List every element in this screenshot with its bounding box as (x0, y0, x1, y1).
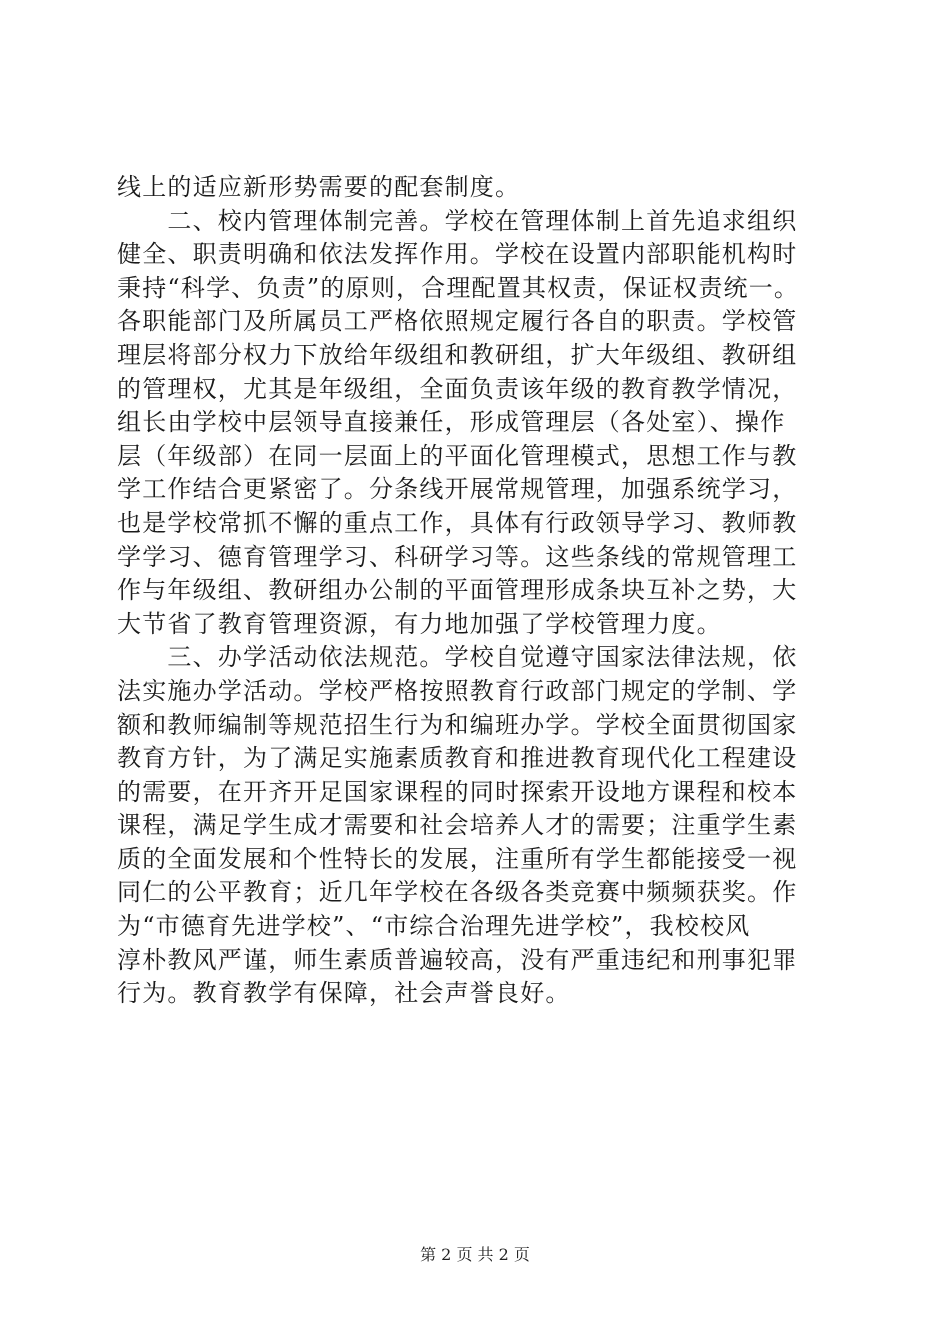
page-footer: 第 2 页 共 2 页 (420, 1245, 530, 1264)
text-line: 各职能部门及所属员工严格依照规定履行各自的职责。学校管 (117, 307, 798, 336)
body-text (117, 171, 837, 1011)
text-line: 组长由学校中层领导直接兼任，形成管理层（各处室）、操作 (117, 408, 786, 437)
text-line: 质的全面发展和个性特长的发展，注重所有学生都能接受一视 (117, 844, 798, 873)
text-line: 行为。教育教学有保障，社会声誉良好。 (117, 979, 571, 1008)
text-line: 也是学校常抓不懈的重点工作，具体有行政领导学习、教师教 (117, 508, 798, 537)
text-line: 二、校内管理体制完善。学校在管理体制上首先追求组织 (117, 206, 798, 235)
text-line: 大节省了教育管理资源，有力地加强了学校管理力度。 (117, 609, 722, 638)
text-line: 秉持“科学、负责”的原则，合理配置其权责，保证权责统一。 (117, 273, 800, 302)
text-line: 教育方针，为了满足实施素质教育和推进教育现代化工程建设 (117, 744, 798, 773)
text-line: 淳朴教风严谨，师生素质普遍较高，没有严重违纪和刑事犯罪 (117, 945, 798, 974)
text-line: 层（年级部）在同一层面上的平面化管理模式，思想工作与教 (117, 441, 798, 470)
text-line: 额和教师编制等规范招生行为和编班办学。学校全面贯彻国家 (117, 710, 798, 739)
text-line: 三、办学活动依法规范。学校自觉遵守国家法律法规，依 (117, 643, 798, 672)
text-line: 学工作结合更紧密了。分条线开展常规管理，加强系统学习， (117, 475, 798, 504)
text-line: 的管理权，尤其是年级组，全面负责该年级的教育教学情况， (117, 374, 798, 403)
text-line: 同仁的公平教育；近几年学校在各级各类竞赛中频频获奖。作 (117, 878, 798, 907)
text-line: 作与年级组、教研组办公制的平面管理形成条块互补之势，大 (117, 576, 798, 605)
text-line: 健全、职责明确和依法发挥作用。学校在设置内部职能机构时 (117, 240, 798, 269)
text-line: 的需要，在开齐开足国家课程的同时探索开设地方课程和校本 (117, 777, 798, 806)
text-line: 理层将部分权力下放给年级组和教研组，扩大年级组、教研组 (117, 340, 798, 369)
text-line: 为“市德育先进学校”、“市综合治理先进学校”，我校校风 (117, 912, 751, 941)
text-line: 学学习、德育管理学习、科研学习等。这些条线的常规管理工 (117, 542, 798, 571)
text-line: 课程，满足学生成才需要和社会培养人才的需要；注重学生素 (117, 811, 798, 840)
text-line: 法实施办学活动。学校严格按照教育行政部门规定的学制、学 (117, 676, 798, 705)
text-line: 线上的适应新形势需要的配套制度。 (117, 173, 521, 201)
